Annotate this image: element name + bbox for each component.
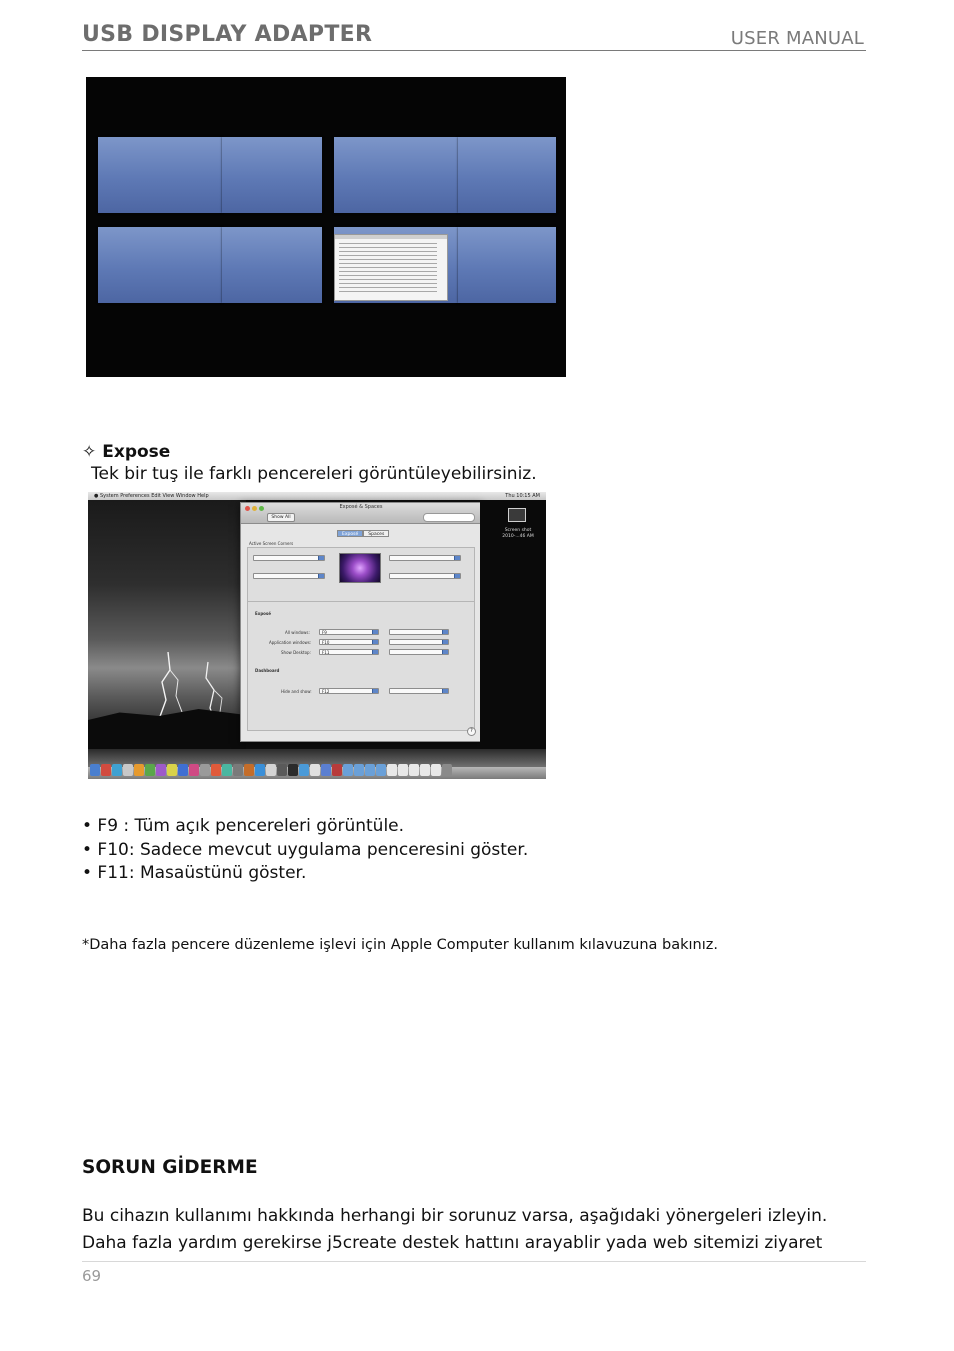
dock-app-icon[interactable] — [200, 764, 210, 776]
troubleshooting-paragraph — [82, 1203, 882, 1257]
dock-app-icon[interactable] — [299, 764, 309, 776]
dock-app-icon[interactable] — [222, 764, 232, 776]
show-desktop-select[interactable]: F11 — [319, 649, 379, 655]
dock-app-icon[interactable] — [211, 764, 221, 776]
page-footer — [82, 1261, 866, 1286]
hide-and-show-modifier-select[interactable] — [389, 688, 449, 694]
shortcut-list — [82, 815, 842, 886]
dock-app-icon[interactable] — [167, 764, 177, 776]
dock-app-icon[interactable] — [233, 764, 243, 776]
show-desktop-label: Show Desktop: — [281, 650, 311, 655]
dock-app-icon[interactable] — [332, 764, 342, 776]
search-input[interactable] — [423, 513, 475, 522]
list-item: • F10: Sadece mevcut uygulama penceresini göster. — [82, 839, 529, 860]
window-titlebar — [241, 503, 481, 524]
dock-app-icon[interactable] — [321, 764, 331, 776]
section-label-dashboard: Dashboard — [255, 668, 280, 673]
dock-app-icon[interactable] — [189, 764, 199, 776]
dock-folder-icon[interactable] — [365, 764, 375, 776]
dock-document-icon[interactable] — [409, 764, 419, 776]
menubar-clock: Thu 10:15 AM — [505, 493, 540, 499]
dock-app-icon[interactable] — [288, 764, 298, 776]
paragraph-line: Bu cihazın kullanımı hakkında herhangi bir sorunuz varsa, aşağıdaki yönergeleri izleyin. — [82, 1206, 828, 1226]
dock-document-icon[interactable] — [431, 764, 441, 776]
dock-app-icon[interactable] — [277, 764, 287, 776]
space-thumbnail — [98, 227, 222, 303]
space-thumbnail — [98, 137, 222, 213]
trash-icon[interactable] — [442, 764, 452, 776]
four-pointed-star-icon: ✧ — [82, 442, 97, 462]
space-thumbnail — [334, 137, 458, 213]
dock-app-icon[interactable] — [112, 764, 122, 776]
mac-dock — [88, 749, 546, 779]
page-number: 69 — [82, 1267, 102, 1285]
hide-and-show-select[interactable]: F12 — [319, 688, 379, 694]
dock-folder-icon[interactable] — [376, 764, 386, 776]
corner-select-top-right[interactable] — [389, 555, 461, 561]
tab-spaces[interactable]: Spaces — [363, 530, 389, 537]
dock-document-icon[interactable] — [387, 764, 397, 776]
apple-logo-icon: ● — [94, 493, 99, 499]
section-label-expose: Exposé — [255, 611, 272, 616]
show-desktop-modifier-select[interactable] — [389, 649, 449, 655]
dock-app-icon[interactable] — [90, 764, 100, 776]
space-thumbnail — [458, 137, 556, 213]
document-title: USB DISPLAY ADAPTER — [82, 22, 373, 47]
expose-title: Expose — [102, 442, 171, 462]
space-thumbnail — [458, 227, 556, 303]
dock-folder-icon[interactable] — [354, 764, 364, 776]
preferences-window — [240, 502, 482, 742]
dock-document-icon[interactable] — [398, 764, 408, 776]
desktop-right-area — [480, 500, 546, 750]
dock-app-icon[interactable] — [134, 764, 144, 776]
expose-heading — [82, 441, 782, 463]
space-thumbnail — [222, 227, 322, 303]
dock-icons — [90, 764, 452, 776]
application-windows-modifier-select[interactable] — [389, 639, 449, 645]
desktop-preview-thumbnail — [339, 553, 381, 583]
expose-description: Tek bir tuş ile farklı pencereleri görüntüleyebilirsiniz. — [91, 464, 537, 484]
expose-section — [82, 441, 782, 485]
screenshot-file-icon[interactable] — [508, 508, 526, 522]
application-windows-select[interactable]: F10 — [319, 639, 379, 645]
mac-menubar — [88, 492, 546, 500]
dock-app-icon[interactable] — [156, 764, 166, 776]
section-label-corners: Active Screen Corners — [249, 541, 294, 546]
corner-select-top-left[interactable] — [253, 555, 325, 561]
terminal-window-thumbnail — [334, 234, 448, 301]
pane-tabs — [337, 530, 389, 537]
tab-expose[interactable]: Exposé — [337, 530, 363, 537]
dock-app-icon[interactable] — [255, 764, 265, 776]
dock-app-icon[interactable] — [178, 764, 188, 776]
all-windows-modifier-select[interactable] — [389, 629, 449, 635]
help-icon[interactable]: ? — [467, 727, 476, 736]
show-all-button[interactable]: Show All — [267, 513, 295, 522]
dock-app-icon[interactable] — [145, 764, 155, 776]
dock-app-icon[interactable] — [101, 764, 111, 776]
dock-document-icon[interactable] — [420, 764, 430, 776]
dock-app-icon[interactable] — [343, 764, 353, 776]
corner-select-bottom-right[interactable] — [389, 573, 461, 579]
space-thumbnail — [222, 137, 322, 213]
list-item: • F9 : Tüm açık pencereleri görüntüle. — [82, 816, 405, 836]
list-item: • F11: Masaüstünü göster. — [82, 863, 307, 883]
corner-select-bottom-left[interactable] — [253, 573, 325, 579]
keyboard-box — [247, 601, 475, 731]
system-preferences-screenshot — [88, 492, 546, 779]
application-windows-label: Application windows: — [269, 640, 312, 645]
paragraph-line: Daha fazla yardım gerekirse j5create destek hattını arayablir yada web sitemizi ziyaret — [82, 1233, 823, 1253]
troubleshooting-heading: SORUN GİDERME — [82, 1157, 258, 1178]
page-header — [82, 22, 866, 51]
hide-and-show-label: Hide and show: — [281, 689, 312, 694]
spaces-overview-screenshot — [86, 77, 566, 377]
screenshot-file-label: Screen shot 2010-...46 AM — [502, 528, 534, 539]
window-title: Exposé & Spaces — [339, 504, 383, 510]
dock-app-icon[interactable] — [123, 764, 133, 776]
dock-app-icon[interactable] — [266, 764, 276, 776]
menubar-items: System Preferences Edit View Window Help — [99, 493, 209, 499]
all-windows-select[interactable]: F9 — [319, 629, 379, 635]
document-subtitle: USER MANUAL — [730, 28, 864, 49]
dock-app-icon[interactable] — [310, 764, 320, 776]
dock-app-icon[interactable] — [244, 764, 254, 776]
footnote: *Daha fazla pencere düzenleme işlevi için Apple Computer kullanım kılavuzuna bakınız. — [82, 937, 718, 953]
all-windows-label: All windows: — [285, 630, 310, 635]
